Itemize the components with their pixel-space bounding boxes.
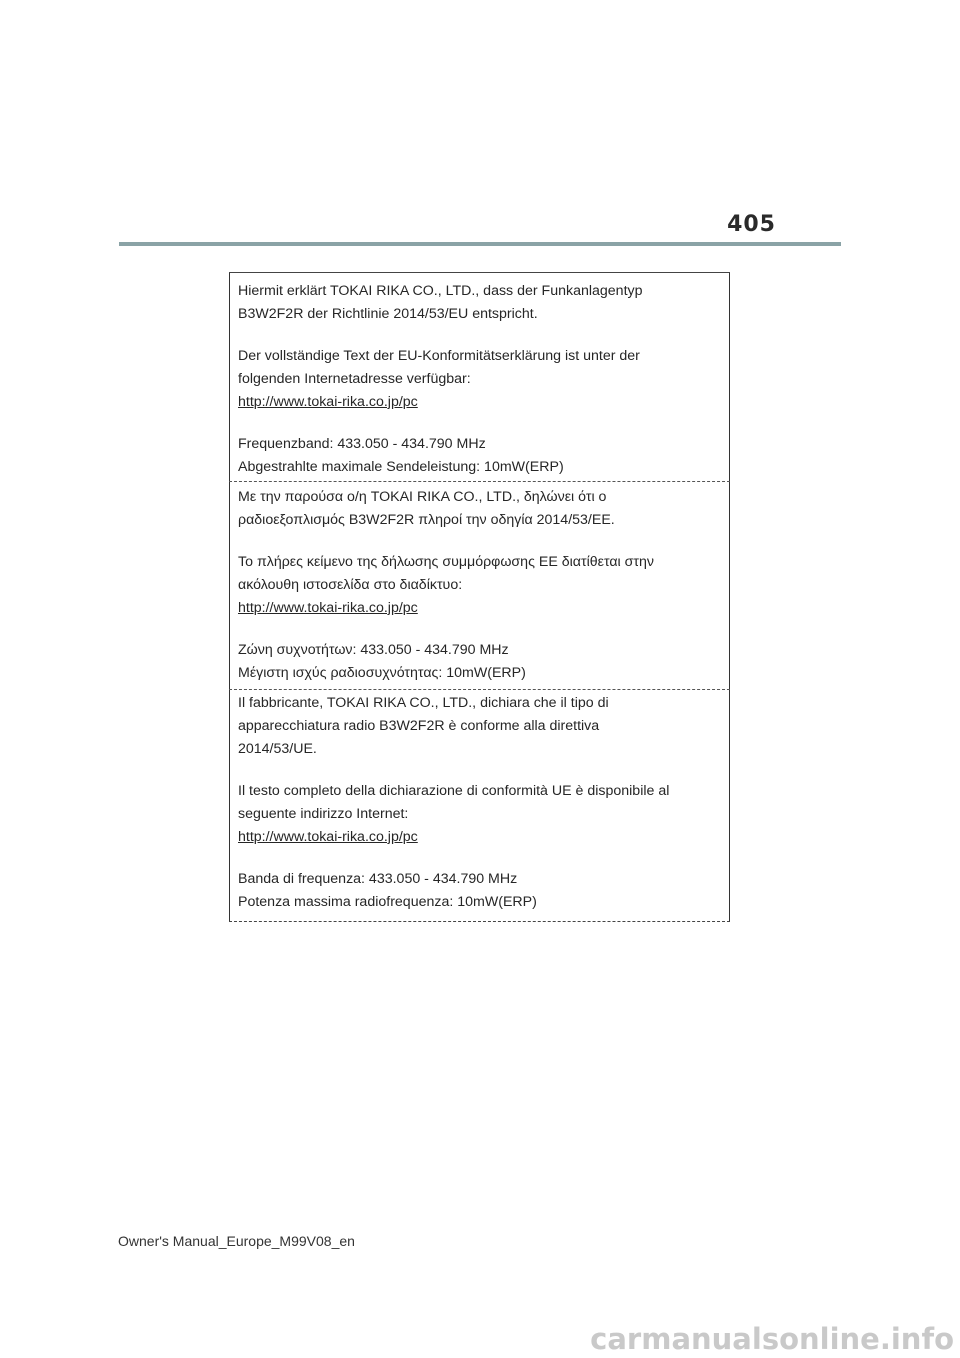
- box-bottom-border: [229, 921, 730, 922]
- german-frequency-band: Frequenzband: 433.050 - 434.790 MHz: [238, 436, 486, 452]
- german-specs: [238, 433, 714, 479]
- german-text-availability: [238, 345, 714, 414]
- german-url-link[interactable]: http://www.tokai-rika.co.jp/pc: [238, 394, 418, 410]
- footer-manual-id: Owner's Manual_Europe_M99V08_en: [118, 1233, 355, 1249]
- italian-specs: [238, 868, 714, 914]
- greek-intro: [238, 486, 714, 532]
- italian-text-line-1: Il testo completo della dichiarazione di conformità UE è disponibile al: [238, 783, 670, 799]
- german-intro-line-1: Hiermit erklärt TOKAI RIKA CO., LTD., dass der Funkanlagentyp: [238, 283, 643, 299]
- italian-text-availability: [238, 780, 714, 849]
- section-divider-2: [229, 689, 730, 690]
- german-max-power: Abgestrahlte maximale Sendeleistung: 10mW(ERP): [238, 459, 564, 475]
- italian-intro: [238, 692, 714, 761]
- greek-url-link[interactable]: http://www.tokai-rika.co.jp/pc: [238, 600, 418, 616]
- greek-text-line-2: ακόλουθη ιστοσελίδα στο διαδίκτυο:: [238, 577, 463, 593]
- german-intro-line-2: B3W2F2R der Richtlinie 2014/53/EU entspricht.: [238, 306, 538, 322]
- box-top-border: [229, 272, 730, 273]
- italian-intro-line-2: apparecchiatura radio B3W2F2R è conforme alla direttiva: [238, 718, 600, 734]
- greek-frequency-band: Ζώνη συχνοτήτων: 433.050 - 434.790 MHz: [238, 642, 509, 658]
- greek-text-line-1: Το πλήρες κείμενο της δήλωσης συμμόρφωσης ΕΕ διατίθεται στην: [238, 554, 654, 570]
- declaration-box: [229, 272, 730, 922]
- german-text-line-2: folgenden Internetadresse verfügbar:: [238, 371, 471, 387]
- page-number: 405: [727, 212, 776, 237]
- declaration-italian: [238, 692, 714, 914]
- german-intro: [238, 280, 714, 326]
- greek-intro-line-2: ραδιοεξοπλισμός B3W2F2R πληροί την οδηγία 2014/53/ΕΕ.: [238, 512, 615, 528]
- italian-intro-line-1: Il fabbricante, TOKAI RIKA CO., LTD., dichiara che il tipo di: [238, 695, 609, 711]
- italian-intro-line-3: 2014/53/UE.: [238, 741, 317, 757]
- section-divider-1: [229, 481, 730, 482]
- italian-text-line-2: seguente indirizzo Internet:: [238, 806, 409, 822]
- italian-frequency-band: Banda di frequenza: 433.050 - 434.790 MHz: [238, 871, 518, 887]
- watermark: carmanualsonline.info: [590, 1322, 954, 1356]
- greek-max-power: Μέγιστη ισχύς ραδιοσυχνότητας: 10mW(ERP): [238, 665, 526, 681]
- german-text-line-1: Der vollständige Text der EU-Konformitätserklärung ist unter der: [238, 348, 640, 364]
- italian-max-power: Potenza massima radiofrequenza: 10mW(ERP): [238, 894, 537, 910]
- italian-url-link[interactable]: http://www.tokai-rika.co.jp/pc: [238, 829, 418, 845]
- greek-intro-line-1: Με την παρούσα ο/η TOKAI RIKA CO., LTD., δηλώνει ότι ο: [238, 489, 607, 505]
- greek-text-availability: [238, 551, 714, 620]
- greek-specs: [238, 639, 714, 685]
- declaration-greek: [238, 486, 714, 685]
- header-rule: [119, 242, 841, 246]
- declaration-german: [238, 280, 714, 479]
